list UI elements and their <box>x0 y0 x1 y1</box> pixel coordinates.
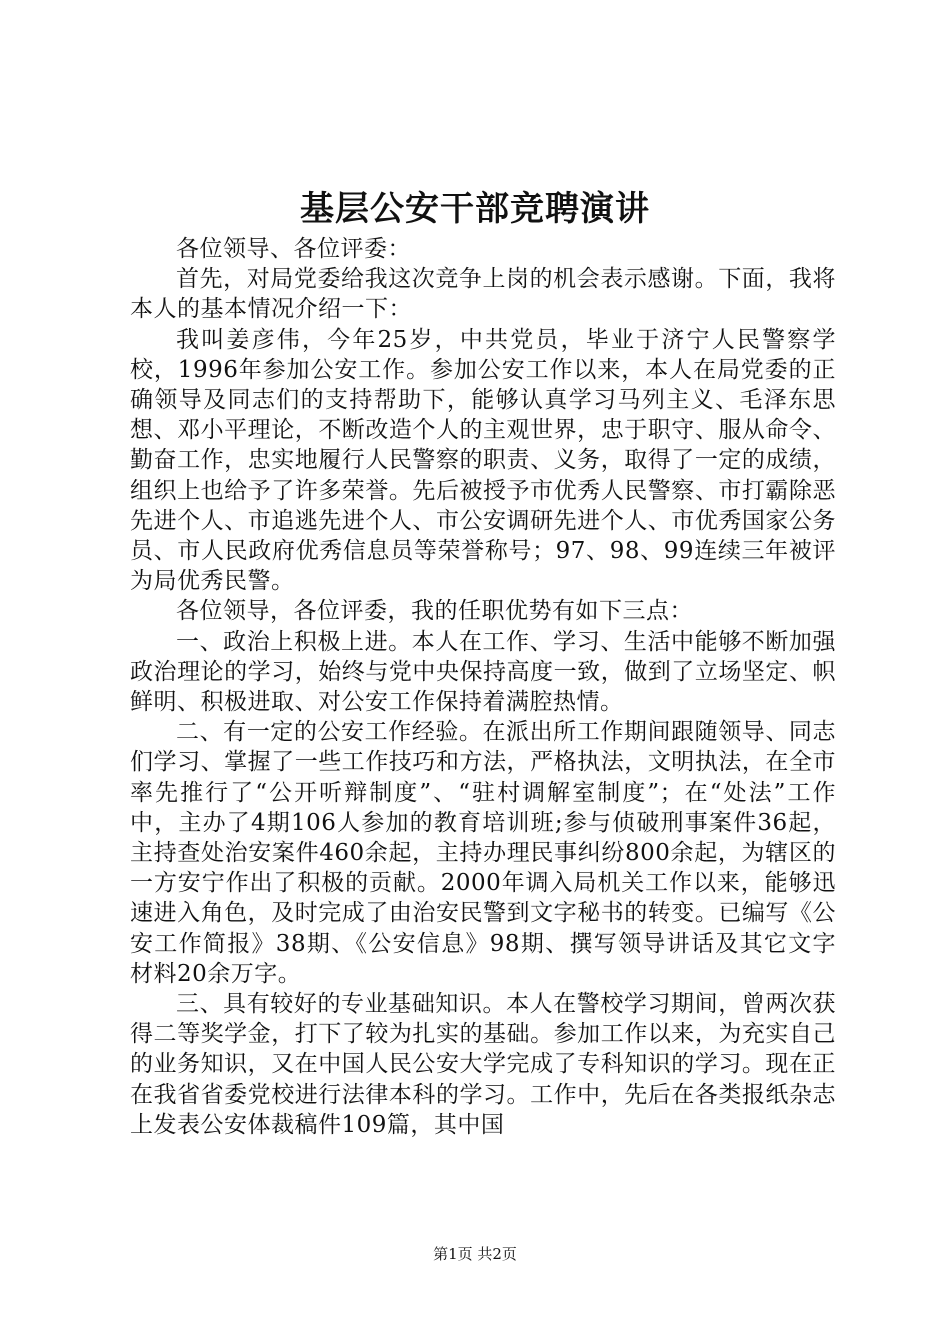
paragraph-personal-background: 我叫姜彦伟，今年25岁，中共党员，毕业于济宁人民警察学校，1996年参加公安工作。参加公安工作以来，本人在局党委的正确领导及同志们的支持帮助下，能够认真学习马列主义、毛泽东思想、邓小平理论，不断改造个人的主观世界，忠于职守、服从命令、勤奋工作，忠实地履行人民警察的职责、义务，取得了一定的成绩，组织上也给予了许多荣誉。先后被授予市优秀人民警察、市打霸除恶先进个人、市追逃先进个人、市公安调研先进个人、市优秀国家公务员、市人民政府优秀信息员等荣誉称号；97、98、99连续三年被评为局优秀民警。 <box>130 326 836 595</box>
paragraph-advantage-knowledge: 三、具有较好的专业基础知识。本人在警校学习期间，曾两次获得二等奖学金，打下了较为扎实的基础。参加工作以来，为充实自己的业务知识，又在中国人民公安大学完成了专科知识的学习。现在正在我省省委党校进行法律本科的学习。工作中，先后在各类报纸杂志上发表公安体裁稿件109篇，其中国 <box>130 991 836 1138</box>
document-body <box>130 234 836 1140</box>
paragraph-advantage-experience: 二、有一定的公安工作经验。在派出所工作期间跟随领导、同志们学习、掌握了一些工作技巧和方法，严格执法，文明执法，在全市率先推行了“公开听辩制度”、“驻村调解室制度”；在“处法”工作中，主办了4期106人参加的教育培训班;参与侦破刑事案件36起，主持查处治安案件460余起，主持办理民事纠纷800余起，为辖区的一方安宁作出了积极的贡献。2000年调入局机关工作以来，能够迅速进入角色，及时完成了由治安民警到文字秘书的转变。已编写《公安工作简报》38期、《公安信息》98期、撰写领导讲话及其它文字材料20余万字。 <box>130 719 836 987</box>
paragraph-advantages-intro: 各位领导，各位评委，我的任职优势有如下三点： <box>176 598 693 625</box>
paragraph-advantage-political: 一、政治上积极上进。本人在工作、学习、生活中能够不断加强政治理论的学习，始终与党中央保持高度一致，做到了立场坚定、帜鲜明、积极进取、对公安工作保持着满腔热情。 <box>130 628 836 716</box>
paragraph-salutation: 各位领导、各位评委： <box>176 236 411 262</box>
page-footer: 第1页 共2页 <box>433 1245 517 1263</box>
document-title: 基层公安干部竞聘演讲 <box>300 189 650 229</box>
paragraph-introduction: 首先，对局党委给我这次竞争上岗的机会表示感谢。下面，我将本人的基本情况介绍一下： <box>130 266 836 323</box>
